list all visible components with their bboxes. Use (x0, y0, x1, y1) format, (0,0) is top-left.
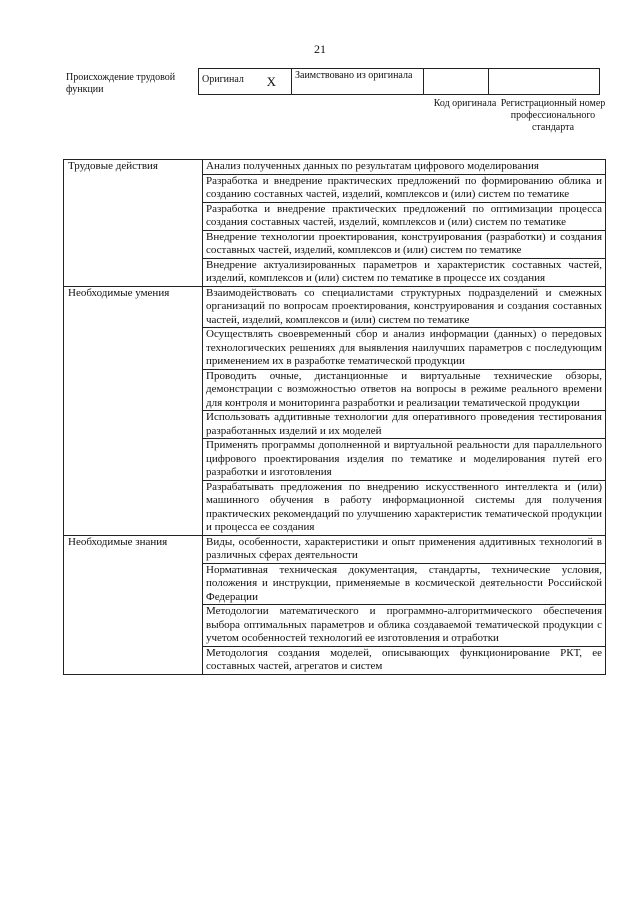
table-cell: Разрабатывать предложения по внедрению искусственного интеллекта и (или) машинного обучения в работу информационной системы для получения практических рекомендаций по улучшению характеристик тематической продукции и процесса ее создания (203, 480, 606, 535)
table-cell: Методологии математического и программно-алгоритмического обеспечения выбора оптимальных параметров и облика создаваемой тематической продукции с учетом особенностей технологий ее изготовления и отработки (203, 605, 606, 647)
borrowed-cell: Заимствовано из оригинала (292, 69, 424, 95)
table-row (64, 286, 606, 328)
table-cell: Анализ полученных данных по результатам цифрового моделирования (203, 160, 606, 175)
code-cell (424, 69, 489, 95)
table-cell: Применять программы дополненной и виртуальной реальности для параллельного цифрового проектирования изделия по тематике и моделирования путей его разработки и изготовления (203, 439, 606, 481)
table-cell: Разработка и внедрение практических предложений по оптимизации процесса создания составных частей, изделий, комплексов и (или) систем по тематике (203, 202, 606, 230)
table-cell: Взаимодействовать со специалистами структурных подразделений и смежных организаций по вопросам проектирования, конструирования и создания составных частей, изделий, комплексов и (или) систем по тематике (203, 286, 606, 328)
origin-table (198, 68, 600, 95)
section-title: Трудовые действия (64, 160, 203, 287)
section-title: Необходимые знания (64, 535, 203, 674)
table-cell: Внедрение технологии проектирования, конструирования (разработки) и создания составных частей, изделий, комплексов и (или) систем по тематике (203, 230, 606, 258)
table-row (64, 535, 606, 563)
section-title: Необходимые умения (64, 286, 203, 535)
function-table (63, 159, 606, 675)
page-number: 21 (314, 42, 326, 56)
reg-number-caption: Регистрационный номер профессионального стандарта (500, 98, 606, 133)
table-cell: Осуществлять своевременный сбор и анализ информации (данных) о передовых технологических решениях для выявления наилучших параметров с последующим применением их в разработке тематической продукции (203, 328, 606, 370)
table-cell: Внедрение актуализированных параметров и характеристик составных частей, изделий, комплексов и (или) систем по тематике в процессе их создания (203, 258, 606, 286)
table-cell: Виды, особенности, характеристики и опыт применения аддитивных технологий в различных сферах деятельности (203, 535, 606, 563)
original-cell (199, 69, 292, 95)
table-cell: Использовать аддитивные технологии для оперативного проведения тестирования разработанных изделий и их моделей (203, 411, 606, 439)
table-cell: Методология создания моделей, описывающих функционирование РКТ, ее составных частей, агрегатов и систем (203, 646, 606, 674)
table-cell: Разработка и внедрение практических предложений по формированию облика и созданию составных частей, изделий, комплексов и (или) систем по тематике (203, 174, 606, 202)
original-mark: X (266, 73, 276, 89)
original-label: Оригинал (202, 73, 244, 85)
table-row (64, 160, 606, 175)
origin-label: Происхождение трудовой функции (66, 72, 176, 95)
reg-number-cell (489, 69, 600, 95)
code-caption: Код оригинала (433, 98, 497, 109)
table-cell: Проводить очные, дистанционные и виртуальные технические обзоры, демонстрации с возможностью ответов на вопросы в режиме реального времени для контроля и мониторинга разработки и реализации тематической продукции (203, 369, 606, 411)
table-cell: Нормативная техническая документация, стандарты, технические условия, положения и инструкции, применяемые в космической деятельности Российской Федерации (203, 563, 606, 605)
